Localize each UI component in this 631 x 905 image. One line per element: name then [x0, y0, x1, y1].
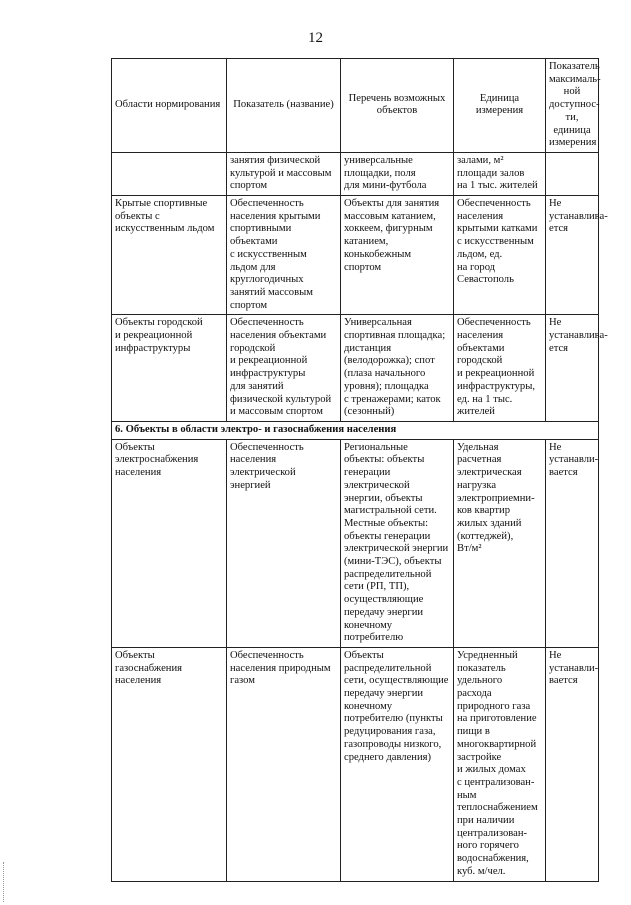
column-header: Единица измерения: [454, 59, 546, 153]
page-number: 12: [308, 30, 323, 46]
table-cell: универсальные площадки, поля для мини-футбола: [341, 152, 454, 195]
section-row: [112, 421, 599, 439]
table-row: [112, 647, 599, 881]
table-cell: Обеспеченность населения природным газом: [227, 647, 341, 881]
table-cell: Универсальная спортивная площадка; дистанция (велодорожка); спот (плаза начального уровня); площадка с тренажерами; каток (сезонный): [341, 315, 454, 422]
table-cell: Крытые спортивные объекты с искусственным льдом: [112, 196, 227, 315]
section-title: 6. Объекты в области электро- и газоснабжения населения: [112, 421, 599, 439]
scan-edge-marks: [3, 862, 6, 902]
column-header: Показатель максималь- ной доступнос- ти, единица измерения: [546, 59, 599, 153]
table-cell: Региональные объекты: объекты генерации электрической энергии, объекты магистральной сети. Местные объекты: объекты генерации электрической энергии (мини-ТЭС), объекты распределительной сети (РП, ТП), осуществляющие передачу энергии конечному потребителю: [341, 439, 454, 647]
table-cell: Не устанавли- вается: [546, 647, 599, 881]
table-cell: Не устанавлива- ется: [546, 196, 599, 315]
table-cell: Объекты газоснабжения населения: [112, 647, 227, 881]
table-cell: [112, 152, 227, 195]
table-row: [112, 152, 599, 195]
table-row: [112, 196, 599, 315]
column-header: Перечень возможных объектов: [341, 59, 454, 153]
table-cell: Удельная расчетная электрическая нагрузка электроприемни- ков квартир жилых зданий (коттеджей), Вт/м²: [454, 439, 546, 647]
table-cell: занятия физической культурой и массовым спортом: [227, 152, 341, 195]
table-row: [112, 315, 599, 422]
table-cell: Объекты для занятия массовым катанием, хоккеем, фигурным катанием, конькобежным спортом: [341, 196, 454, 315]
table-cell: Усредненный показатель удельного расхода природного газа на приготовление пищи в многоквартирной застройке и жилых домах с централизован- ным теплоснабжением при наличии централизован- ного горячего водоснабжения, куб. м/чел.: [454, 647, 546, 881]
table-cell: [546, 152, 599, 195]
table-cell: Обеспеченность населения электрической энергией: [227, 439, 341, 647]
table-cell: Не устанавли- вается: [546, 439, 599, 647]
table-cell: Обеспеченность населения объектами городской и рекреационной инфраструктуры, ед. на 1 тыс. жителей: [454, 315, 546, 422]
column-header: Показатель (название): [227, 59, 341, 153]
table-cell: Обеспеченность населения крытыми спортивными объектами с искусственным льдом для круглогодичных занятий массовым спортом: [227, 196, 341, 315]
table-cell: Объекты городской и рекреационной инфраструктуры: [112, 315, 227, 422]
column-header: Области нормирования: [112, 59, 227, 153]
table-header-row: [112, 59, 599, 153]
table-cell: Не устанавлива- ется: [546, 315, 599, 422]
table-cell: залами, м² площади залов на 1 тыс. жителей: [454, 152, 546, 195]
table-cell: Обеспеченность населения крытыми катками с искусственным льдом, ед. на город Севастополь: [454, 196, 546, 315]
table-row: [112, 439, 599, 647]
table-cell: Обеспеченность населения объектами городской и рекреационной инфраструктуры для занятий физической культурой и массовым спортом: [227, 315, 341, 422]
norms-table: [111, 58, 608, 882]
table-cell: Объекты распределительной сети, осуществляющие передачу энергии конечному потребителю (пункты редуцирования газа, газопроводы низкого, среднего давления): [341, 647, 454, 881]
table-cell: Объекты электроснабжения населения: [112, 439, 227, 647]
